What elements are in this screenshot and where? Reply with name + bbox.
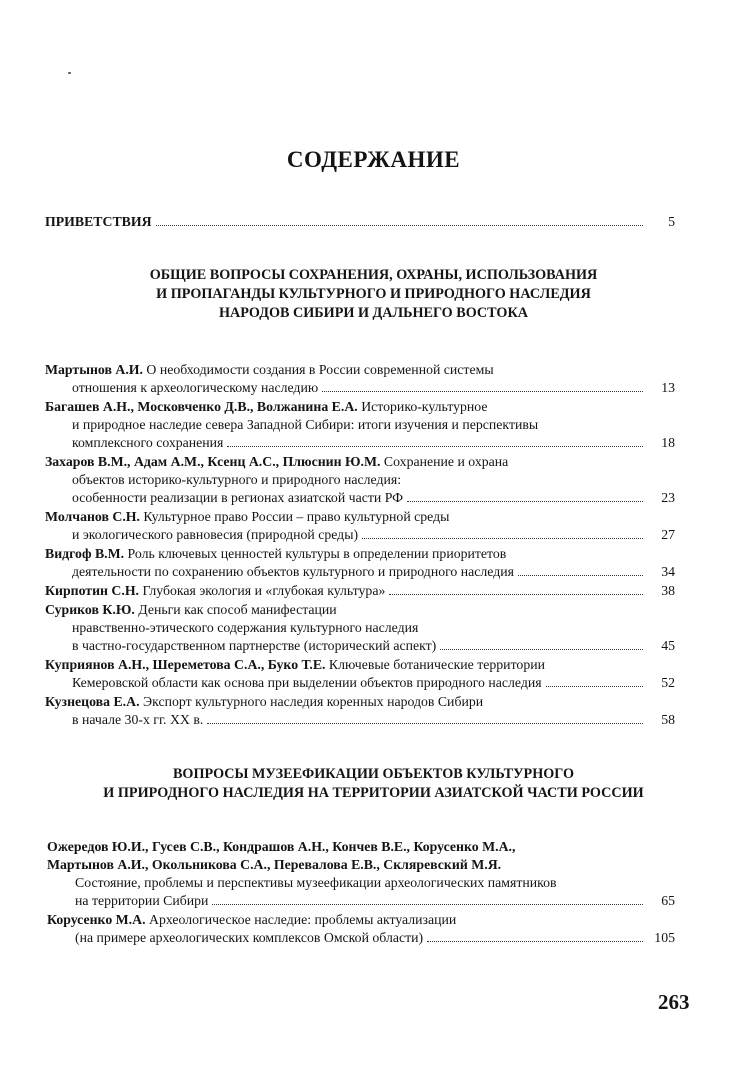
toc-page-number: 65: [661, 893, 675, 908]
toc-entry-title: Кемеровской области как основа при выделении объектов природного наследия: [72, 675, 542, 690]
scan-speck: [68, 72, 71, 74]
toc-entry-title: Культурное право России – право культурной среды: [139, 509, 450, 524]
toc-entry-authors: Багашев А.Н., Московченко Д.В., Волжанина Е.А.: [45, 399, 358, 414]
toc-entry-authors: Ожередов Ю.И., Гусев С.В., Кондрашов А.Н., Кончев В.Е., Корусенко М.А.,: [47, 839, 516, 854]
toc-entry-authors: Куприянов А.Н., Шереметова С.А., Буко Т.Е.: [45, 657, 326, 672]
toc-entry-last-line[interactable]: [72, 711, 675, 729]
section-heading-line: ВОПРОСЫ МУЗЕЕФИКАЦИИ ОБЪЕКТОВ КУЛЬТУРНОГО: [172, 766, 575, 782]
toc-entry-first-line: [45, 453, 675, 471]
toc-entry-authors: Видгоф В.М.: [45, 546, 125, 561]
toc-entry-label: ПРИВЕТСТВИЯ: [45, 214, 152, 229]
dot-leader: [427, 941, 643, 942]
toc-entry-first-line: [45, 601, 675, 619]
dot-leader: [362, 538, 643, 539]
section-heading-line: И ПРИРОДНОГО НАСЛЕДИЯ НА ТЕРРИТОРИИ АЗИАТСКОЙ ЧАСТИ РОССИИ: [103, 785, 644, 801]
dot-leader: [407, 501, 643, 502]
toc-entry-last-line[interactable]: [72, 637, 675, 655]
toc-page-number: 38: [661, 583, 675, 598]
toc-entry-last-line[interactable]: [72, 674, 675, 692]
toc-entry-title: Историко-культурное: [357, 399, 488, 414]
toc-entry-last-line[interactable]: [75, 929, 675, 947]
toc-entry-first-line: [47, 911, 677, 929]
toc-entry-authors: Корусенко М.А.: [47, 912, 146, 927]
toc-page-number: 5: [668, 214, 675, 229]
page-number: 263: [658, 990, 690, 1014]
toc-entry-title: деятельности по сохранению объектов культурного и природного наследия: [72, 564, 514, 579]
toc-entry-title: Глубокая экология и «глубокая культура»: [139, 583, 386, 598]
toc-entry-first-line: [45, 545, 675, 563]
toc-entry-title: в частно-государственном партнерстве (исторический аспект): [72, 638, 437, 653]
dot-leader: [440, 649, 643, 650]
dot-leader: [227, 446, 643, 447]
toc-entry-title: Деньги как способ манифестации: [134, 602, 337, 617]
toc-entry-title: Археологическое наследие: проблемы актуализации: [145, 912, 457, 927]
toc-entry-title: на территории Сибири: [75, 893, 209, 908]
toc-entry-first-line: [45, 693, 675, 711]
toc-entry-title: комплексного сохранения: [72, 435, 224, 450]
toc-entry-last-line[interactable]: [72, 379, 675, 397]
page-title: СОДЕРЖАНИЕ: [286, 147, 461, 172]
dot-leader: [389, 594, 643, 595]
dot-leader: [518, 575, 643, 576]
toc-entry-title: Ключевые ботанические территории: [325, 657, 545, 672]
dot-leader: [156, 225, 643, 226]
toc-entry-greetings[interactable]: [45, 213, 675, 231]
toc-page-number: 34: [661, 564, 675, 579]
toc-entry-last-line[interactable]: [75, 892, 675, 910]
toc-entry-authors: Мартынов А.И., Окольникова С.А., Перевалова Е.В., Скляревский М.Я.: [47, 857, 502, 872]
toc-page-number: 58: [661, 712, 675, 727]
toc-entry-first-line[interactable]: [45, 582, 675, 600]
toc-entry-line: Состояние, проблемы и перспективы музеефикации археологических памятников: [75, 875, 557, 890]
toc-entry-title: Экспорт культурного наследия коренных народов Сибири: [139, 694, 484, 709]
toc-entry-authors: Суриков К.Ю.: [45, 602, 135, 617]
toc-entry-title: О необходимости создания в России современной системы: [142, 362, 494, 377]
toc-entry-title: особенности реализации в регионах азиатской части РФ: [72, 490, 404, 505]
toc-entry-title: Сохранение и охрана: [380, 454, 509, 469]
toc-entry-line: и природное наследие севера Западной Сибири: итоги изучения и перспективы: [72, 417, 539, 432]
toc-entry-last-line[interactable]: [72, 489, 675, 507]
dot-leader: [546, 686, 643, 687]
toc-page-number: 13: [661, 380, 675, 395]
section-heading-line: НАРОДОВ СИБИРИ И ДАЛЬНЕГО ВОСТОКА: [219, 305, 528, 321]
toc-entry-authors: Кузнецова Е.А.: [45, 694, 140, 709]
toc-entry-authors: Захаров В.М., Адам А.М., Ксенц А.С., Плюснин Ю.М.: [45, 454, 381, 469]
toc-entry-title: Роль ключевых ценностей культуры в определении приоритетов: [124, 546, 507, 561]
toc-entry-last-line[interactable]: [72, 526, 675, 544]
toc-entry-title: в начале 30-х гг. XX в.: [72, 712, 204, 727]
toc-page-number: 18: [661, 435, 675, 450]
section-heading-line: ОБЩИЕ ВОПРОСЫ СОХРАНЕНИЯ, ОХРАНЫ, ИСПОЛЬЗОВАНИЯ: [149, 267, 598, 283]
toc-entry-authors: Кирпотин С.Н.: [45, 583, 140, 598]
toc-entry-first-line: [45, 361, 675, 379]
toc-entry-title: (на примере археологических комплексов Омской области): [75, 930, 424, 945]
toc-entry-authors: Молчанов С.Н.: [45, 509, 140, 524]
toc-entry-first-line: [45, 508, 675, 526]
dot-leader: [322, 391, 643, 392]
toc-page-number: 105: [654, 930, 675, 945]
dot-leader: [207, 723, 643, 724]
toc-entry-first-line: [45, 656, 675, 674]
toc-entry-last-line[interactable]: [72, 434, 675, 452]
toc-entry-first-line: [45, 398, 675, 416]
toc-entry-line: объектов историко-культурного и природного наследия:: [72, 472, 402, 487]
section-heading-line: И ПРОПАГАНДЫ КУЛЬТУРНОГО И ПРИРОДНОГО НАСЛЕДИЯ: [156, 286, 591, 302]
toc-page-number: 45: [661, 638, 675, 653]
toc-entry-title: отношения к археологическому наследию: [72, 380, 319, 395]
toc-page-number: 23: [661, 490, 675, 505]
toc-page-number: 27: [661, 527, 675, 542]
toc-entry-authors: Мартынов А.И.: [45, 362, 143, 377]
toc-page-number: 52: [661, 675, 675, 690]
dot-leader: [212, 904, 643, 905]
toc-entry-last-line[interactable]: [72, 563, 675, 581]
toc-entry-title: и экологического равновесия (природной среды): [72, 527, 359, 542]
toc-entry-line: нравственно-этического содержания культурного наследия: [72, 620, 419, 635]
